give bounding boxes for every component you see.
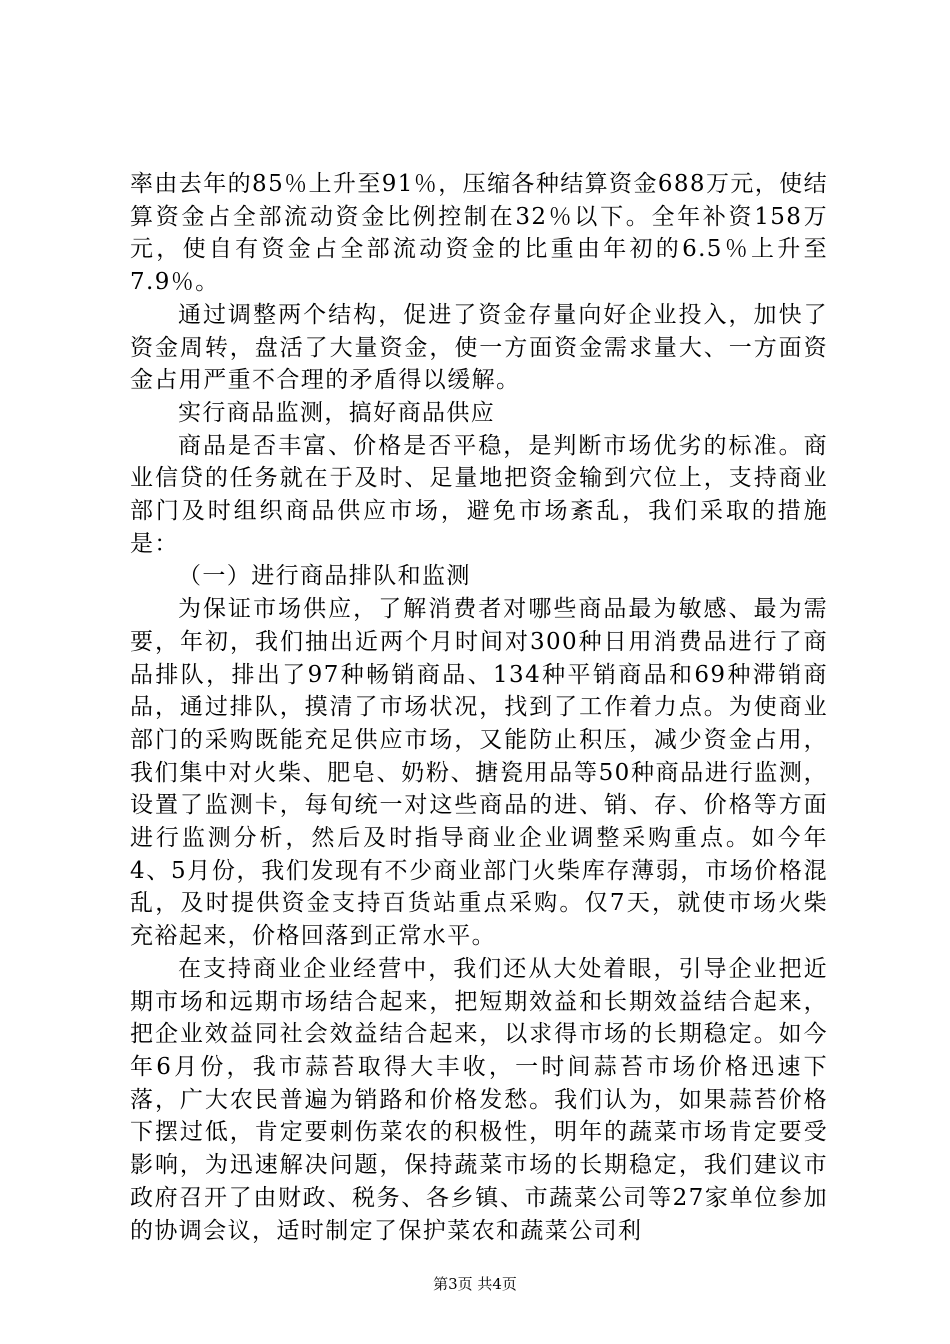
paragraph-continuation: 率由去年的85％上升至91％，压缩各种结算资金688万元，使结算资金占全部流动资金比例控制在32％以下。全年补资158万元，使自有资金占全部流动资金的比重由年初的6.5％上升至7.9％。 (130, 171, 828, 296)
document-body (130, 168, 828, 1247)
subsection-heading: （一）进行商品排队和监测 (178, 563, 471, 590)
paragraph-market-standard: 商品是否丰富、价格是否平稳，是判断市场优劣的标准。商业信贷的任务就在于及时、足量地把资金输到穴位上，支持商业部门及时组织商品供应市场，避免市场紊乱，我们采取的措施是： (130, 432, 828, 557)
section-heading: 实行商品监测，搞好商品供应 (178, 399, 496, 426)
paragraph-commodity-monitoring: 为保证市场供应，了解消费者对哪些商品最为敏感、最为需要，年初，我们抽出近两个月时间对300种日用消费品进行了商品排队，排出了97种畅销商品、134种平销商品和69种滞销商品，通过排队，摸清了市场状况，找到了工作着力点。为使商业部门的采购既能充足供应市场，又能防止积压，减少资金占用，我们集中对火柴、肥皂、奶粉、搪瓷用品等50种商品进行监测，设置了监测卡，每旬统一对这些商品的进、销、存、价格等方面进行监测分析，然后及时指导商业企业调整采购重点。如今年4、5月份，我们发现有不少商业部门火柴库存薄弱，市场价格混乱，及时提供资金支持百货站重点采购。仅7天，就使市场火柴充裕起来，价格回落到正常水平。 (130, 596, 828, 950)
paragraph-market-stability: 在支持商业企业经营中，我们还从大处着眼，引导企业把近期市场和远期市场结合起来，把短期效益和长期效益结合起来，把企业效益同社会效益结合起来，以求得市场的长期稳定。如今年6月份，我市蒜苔取得大丰收，一时间蒜苔市场价格迅速下落，广大农民普遍为销路和价格发愁。我们认为，如果蒜苔价格下摆过低，肯定要刺伤菜农的积极性，明年的蔬菜市场肯定要受影响，为迅速解决问题，保持蔬菜市场的长期稳定，我们建议市政府召开了由财政、税务、各乡镇、市蔬菜公司等27家单位参加的协调会议，适时制定了保护菜农和蔬菜公司利 (130, 955, 828, 1244)
paragraph-fund-structure: 通过调整两个结构，促进了资金存量向好企业投入，加快了资金周转，盘活了大量资金，使一方面资金需求量大、一方面资金占用严重不合理的矛盾得以缓解。 (130, 301, 828, 394)
page-footer: 第3页 共4页 (433, 1275, 517, 1293)
